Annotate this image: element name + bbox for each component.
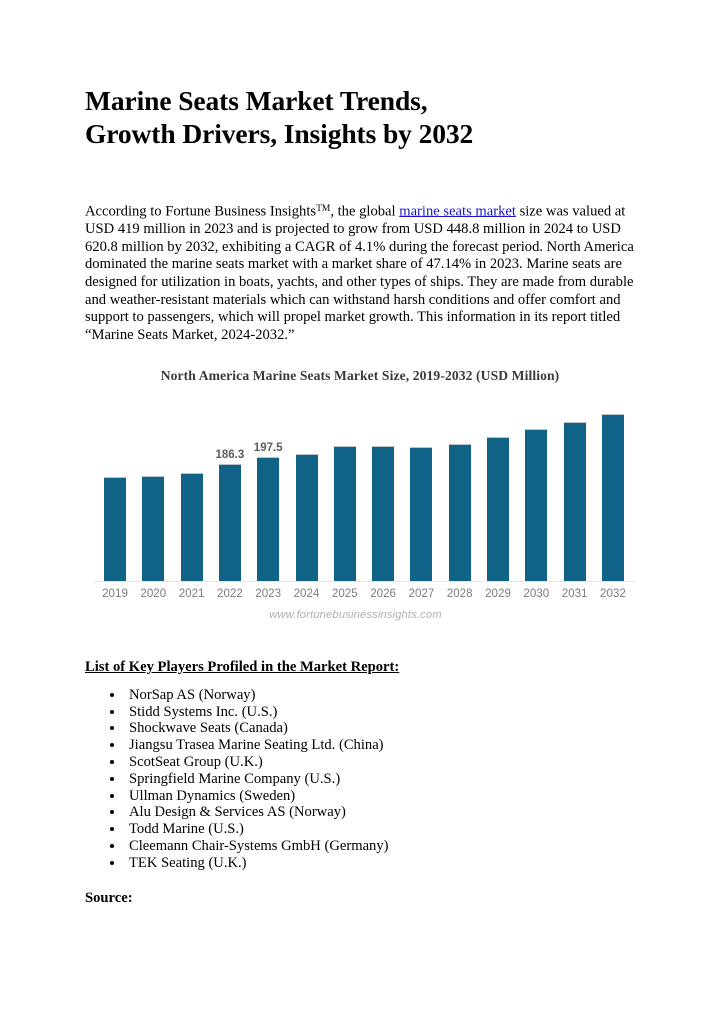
chart-x-tick-label: 2032	[599, 586, 626, 600]
list-item: • Shockwave Seats (Canada)	[125, 720, 635, 737]
chart-plot-area	[94, 394, 635, 582]
list-item: • Stidd Systems Inc. (U.S.)	[125, 704, 635, 721]
chart-bar	[181, 473, 203, 581]
market-size-chart	[85, 368, 635, 643]
chart-bar-value-label: 186.3	[215, 449, 245, 462]
chart-bar	[296, 454, 318, 581]
list-item: • Cleemann Chair-Systems GmbH (Germany)	[125, 838, 635, 855]
key-players-heading: List of Key Players Profiled in the Market Report:	[85, 658, 400, 675]
intro-text-part2: , the global	[330, 203, 400, 220]
key-players-list	[85, 687, 635, 872]
chart-x-tick-labels	[94, 587, 635, 603]
chart-bar	[257, 457, 279, 581]
list-item: • Springfield Marine Company (U.S.)	[125, 771, 635, 788]
chart-x-tick-label: 2024	[293, 586, 320, 600]
list-item: • Jiangsu Trasea Marine Seating Ltd. (China)	[125, 737, 635, 754]
source-label: Source:	[85, 889, 133, 906]
chart-bar	[334, 446, 356, 581]
list-item: • Alu Design & Services AS (Norway)	[125, 804, 635, 821]
page-title	[85, 84, 635, 150]
document-content	[85, 84, 635, 907]
page-title-line-2: Growth Drivers, Insights by 2032	[85, 118, 474, 149]
chart-bar	[602, 414, 624, 581]
trademark-symbol: TM	[316, 204, 331, 214]
chart-bar	[525, 429, 547, 581]
chart-bar	[372, 446, 394, 581]
marine-seats-market-link[interactable]: marine seats market	[399, 203, 516, 220]
page-title-line-1: Marine Seats Market Trends,	[85, 85, 428, 116]
chart-x-tick-label: 2026	[370, 586, 396, 600]
chart-bar-value-label: 197.5	[253, 442, 283, 455]
chart-title: North America Marine Seats Market Size, 2019-2032 (USD Million)	[160, 367, 560, 383]
chart-x-axis-line	[94, 581, 635, 582]
chart-bar	[564, 422, 586, 581]
intro-text-part1: According to Fortune Business Insights	[85, 203, 317, 220]
list-item: • TEK Seating (U.K.)	[125, 855, 635, 872]
chart-bar	[410, 447, 432, 581]
chart-x-tick-label: 2019	[102, 586, 128, 600]
chart-x-tick-label: 2028	[446, 586, 473, 600]
chart-x-tick-label: 2027	[408, 586, 435, 600]
chart-x-tick-label: 2031	[561, 586, 588, 600]
chart-watermark: www.fortunebusinessinsights.com	[269, 608, 442, 621]
chart-x-tick-label: 2023	[255, 586, 282, 600]
chart-x-tick-label: 2030	[523, 586, 550, 600]
chart-bar	[487, 437, 509, 581]
chart-x-tick-label: 2022	[216, 586, 243, 600]
chart-x-tick-label: 2020	[140, 586, 167, 600]
list-item: • ScotSeat Group (U.K.)	[125, 754, 635, 771]
chart-x-tick-label: 2025	[331, 586, 358, 600]
chart-x-tick-label: 2021	[178, 586, 205, 600]
chart-bar	[142, 476, 164, 581]
list-item: • Todd Marine (U.S.)	[125, 821, 635, 838]
chart-bar	[219, 464, 241, 581]
chart-bar	[104, 477, 126, 581]
intro-text-part3: size was valued at USD 419 million in 2023 and is projected to grow from USD 448.8 million in 2024 to USD 620.8 million by 2032, exhibiting a CAGR of 4.1% during the forecast period. North America dominated the marine seats market with a market share of 47.14% in 2023. Marine seats are designed for utilization in boats, yachts, and other types of ships. They are made from durable and weather-resistant materials which can withstand harsh conditions and offer comfort and support to passengers, which will propel market growth. This information in its report titled “Marine Seats Market, 2024-2032.”	[85, 203, 634, 344]
chart-bar	[449, 444, 471, 581]
list-item: • NorSap AS (Norway)	[125, 687, 635, 704]
list-item: • Ullman Dynamics (Sweden)	[125, 788, 635, 805]
intro-paragraph	[85, 201, 635, 345]
chart-x-tick-label: 2029	[485, 586, 511, 600]
